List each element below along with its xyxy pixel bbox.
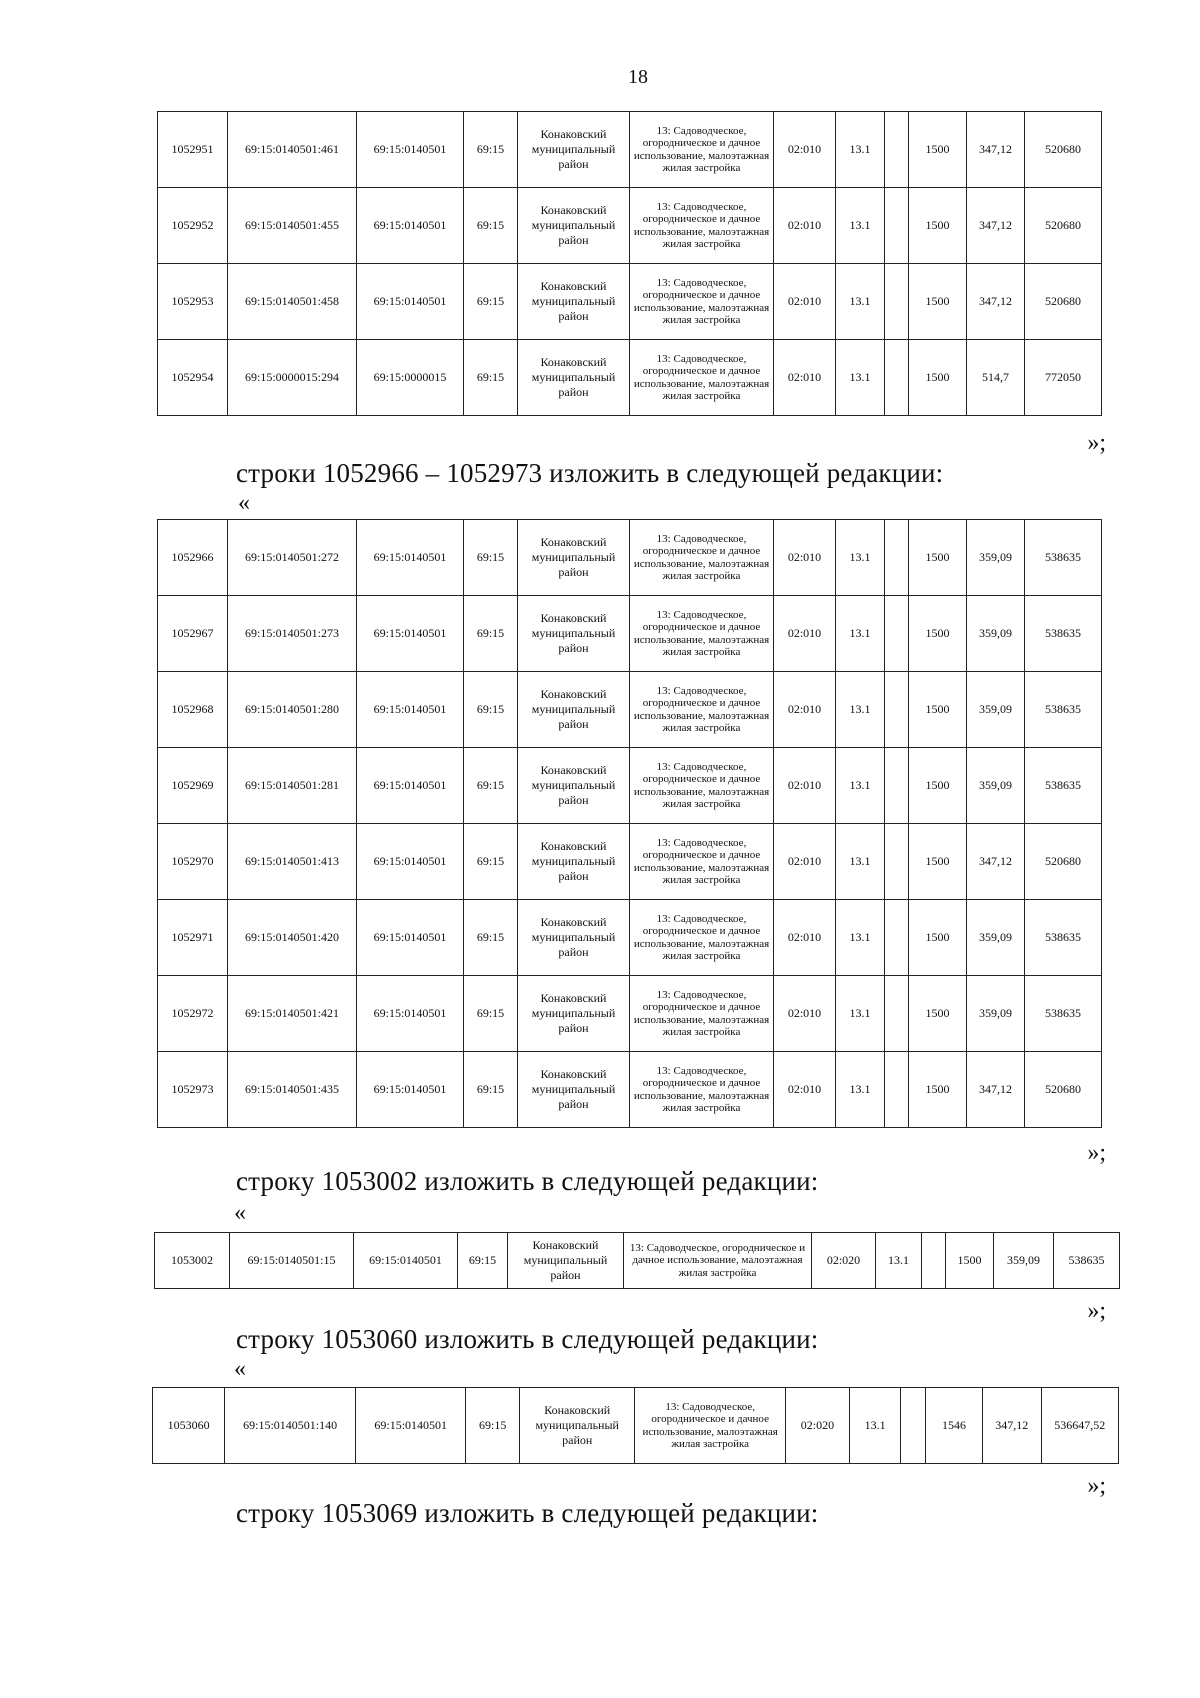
cadastral-value-cell: 538635 [1025, 672, 1102, 748]
land-use-cell: 13: Садоводческое, огородническое и дачное использование, малоэтажная жилая застройка [630, 112, 774, 188]
land-use-cell: 13: Садоводческое, огородническое и дачное использование, малоэтажная жилая застройка [630, 976, 774, 1052]
land-use-cell: 13: Садоводческое, огородническое и дачное использование, малоэтажная жилая застройка [630, 672, 774, 748]
table-row [158, 748, 1102, 824]
row-number-cell: 1052951 [158, 112, 228, 188]
group-cell: 13.1 [836, 900, 885, 976]
row-number-cell: 1052973 [158, 1052, 228, 1128]
table-row [158, 824, 1102, 900]
area-cell: 1500 [946, 1233, 994, 1289]
cadastral-value-cell: 538635 [1054, 1233, 1120, 1289]
area-cell: 1500 [909, 112, 967, 188]
empty-cell-cell [885, 824, 909, 900]
code-cell: 02:010 [774, 976, 836, 1052]
district-code-cell: 69:15 [458, 1233, 508, 1289]
cadastral-quarter-cell: 69:15:0140501 [357, 188, 464, 264]
district-code-cell: 69:15 [464, 672, 518, 748]
code-cell: 02:010 [774, 264, 836, 340]
section-heading: строку 1053060 изложить в следующей редакции: [236, 1324, 819, 1354]
rate-cell: 347,12 [967, 188, 1025, 264]
code-cell: 02:010 [774, 748, 836, 824]
land-use-cell: 13: Садоводческое, огородническое и дачное использование, малоэтажная жилая застройка [630, 264, 774, 340]
empty-cell-cell [885, 1052, 909, 1128]
group-cell: 13.1 [836, 520, 885, 596]
row-number-cell: 1052969 [158, 748, 228, 824]
code-cell: 02:010 [774, 520, 836, 596]
cadastral-quarter-cell: 69:15:0140501 [357, 976, 464, 1052]
cadastral-number-cell: 69:15:0140501:455 [228, 188, 357, 264]
rate-cell: 347,12 [982, 1388, 1041, 1464]
group-cell: 13.1 [836, 264, 885, 340]
land-use-cell: 13: Садоводческое, огородническое и дачное использование, малоэтажная жилая застройка [630, 824, 774, 900]
district-code-cell: 69:15 [464, 748, 518, 824]
table-row [155, 1233, 1120, 1289]
group-cell: 13.1 [836, 596, 885, 672]
district-name-cell: Конаковский муниципальный район [518, 976, 630, 1052]
rate-cell: 347,12 [967, 264, 1025, 340]
area-cell: 1500 [909, 188, 967, 264]
area-cell: 1500 [909, 340, 967, 416]
land-use-cell: 13: Садоводческое, огородническое и дачное использование, малоэтажная жилая застройка [630, 340, 774, 416]
code-cell: 02:010 [774, 672, 836, 748]
cadastral-quarter-cell: 69:15:0140501 [357, 1052, 464, 1128]
district-code-cell: 69:15 [464, 264, 518, 340]
table-row [158, 520, 1102, 596]
district-name-cell: Конаковский муниципальный район [518, 264, 630, 340]
land-use-cell: 13: Садоводческое, огородническое и дачное использование, малоэтажная жилая застройка [635, 1388, 786, 1464]
empty-cell-cell [901, 1388, 926, 1464]
district-code-cell: 69:15 [466, 1388, 520, 1464]
land-use-cell: 13: Садоводческое, огородническое и дачное использование, малоэтажная жилая застройка [630, 1052, 774, 1128]
cadastral-quarter-cell: 69:15:0140501 [357, 824, 464, 900]
cadastral-value-cell: 520680 [1025, 264, 1102, 340]
cadastral-number-cell: 69:15:0140501:413 [228, 824, 357, 900]
row-number-cell: 1053002 [155, 1233, 230, 1289]
group-cell: 13.1 [836, 748, 885, 824]
table-row [158, 976, 1102, 1052]
empty-cell-cell [885, 672, 909, 748]
code-cell: 02:010 [774, 900, 836, 976]
records-table [154, 1232, 1120, 1289]
district-name-cell: Конаковский муниципальный район [518, 340, 630, 416]
rate-cell: 359,09 [967, 596, 1025, 672]
district-name-cell: Конаковский муниципальный район [518, 1052, 630, 1128]
cadastral-number-cell: 69:15:0000015:294 [228, 340, 357, 416]
land-use-cell: 13: Садоводческое, огородническое и дачное использование, малоэтажная жилая застройка [630, 748, 774, 824]
group-cell: 13.1 [876, 1233, 922, 1289]
cadastral-quarter-cell: 69:15:0000015 [357, 340, 464, 416]
group-cell: 13.1 [836, 1052, 885, 1128]
cadastral-number-cell: 69:15:0140501:461 [228, 112, 357, 188]
section-heading: строки 1052966 – 1052973 изложить в следующей редакции: [236, 458, 944, 488]
cadastral-value-cell: 538635 [1025, 976, 1102, 1052]
cadastral-number-cell: 69:15:0140501:421 [228, 976, 357, 1052]
group-cell: 13.1 [836, 824, 885, 900]
code-cell: 02:010 [774, 1052, 836, 1128]
opening-quote: « [234, 1356, 246, 1382]
code-cell: 02:010 [774, 112, 836, 188]
empty-cell-cell [922, 1233, 946, 1289]
cadastral-number-cell: 69:15:0140501:420 [228, 900, 357, 976]
cadastral-number-cell: 69:15:0140501:435 [228, 1052, 357, 1128]
district-code-cell: 69:15 [464, 976, 518, 1052]
land-use-cell: 13: Садоводческое, огородническое и дачное использование, малоэтажная жилая застройка [630, 596, 774, 672]
group-cell: 13.1 [849, 1388, 901, 1464]
row-number-cell: 1053060 [153, 1388, 225, 1464]
code-cell: 02:010 [774, 596, 836, 672]
district-name-cell: Конаковский муниципальный район [518, 900, 630, 976]
rate-cell: 359,09 [967, 672, 1025, 748]
district-name-cell: Конаковский муниципальный район [518, 520, 630, 596]
opening-quote: « [234, 1200, 246, 1226]
cadastral-value-cell: 538635 [1025, 900, 1102, 976]
cadastral-number-cell: 69:15:0140501:458 [228, 264, 357, 340]
area-cell: 1500 [909, 520, 967, 596]
closing-quote: »; [1087, 430, 1106, 456]
closing-quote: »; [1087, 1473, 1106, 1499]
district-code-cell: 69:15 [464, 596, 518, 672]
land-use-cell: 13: Садоводческое, огородническое и дачное использование, малоэтажная жилая застройка [630, 188, 774, 264]
cadastral-quarter-cell: 69:15:0140501 [354, 1233, 458, 1289]
area-cell: 1546 [926, 1388, 983, 1464]
row-number-cell: 1052954 [158, 340, 228, 416]
rate-cell: 347,12 [967, 112, 1025, 188]
table-row [158, 188, 1102, 264]
cadastral-number-cell: 69:15:0140501:15 [230, 1233, 354, 1289]
area-cell: 1500 [909, 900, 967, 976]
area-cell: 1500 [909, 976, 967, 1052]
cadastral-quarter-cell: 69:15:0140501 [357, 672, 464, 748]
district-code-cell: 69:15 [464, 520, 518, 596]
district-name-cell: Конаковский муниципальный район [519, 1388, 634, 1464]
cadastral-number-cell: 69:15:0140501:281 [228, 748, 357, 824]
district-code-cell: 69:15 [464, 188, 518, 264]
cadastral-number-cell: 69:15:0140501:272 [228, 520, 357, 596]
cadastral-quarter-cell: 69:15:0140501 [357, 520, 464, 596]
district-code-cell: 69:15 [464, 112, 518, 188]
row-number-cell: 1052972 [158, 976, 228, 1052]
table-row [158, 672, 1102, 748]
cadastral-quarter-cell: 69:15:0140501 [357, 112, 464, 188]
cadastral-quarter-cell: 69:15:0140501 [357, 900, 464, 976]
code-cell: 02:010 [774, 188, 836, 264]
district-name-cell: Конаковский муниципальный район [518, 748, 630, 824]
closing-quote: »; [1087, 1298, 1106, 1324]
row-number-cell: 1052953 [158, 264, 228, 340]
row-number-cell: 1052966 [158, 520, 228, 596]
rate-cell: 347,12 [967, 1052, 1025, 1128]
cadastral-number-cell: 69:15:0140501:140 [225, 1388, 356, 1464]
page-number: 18 [628, 66, 648, 88]
district-code-cell: 69:15 [464, 900, 518, 976]
land-use-cell: 13: Садоводческое, огородническое и дачное использование, малоэтажная жилая застройка [630, 900, 774, 976]
table-row [158, 900, 1102, 976]
empty-cell-cell [885, 112, 909, 188]
cadastral-number-cell: 69:15:0140501:273 [228, 596, 357, 672]
rate-cell: 359,09 [994, 1233, 1054, 1289]
area-cell: 1500 [909, 672, 967, 748]
cadastral-quarter-cell: 69:15:0140501 [357, 748, 464, 824]
cadastral-value-cell: 520680 [1025, 1052, 1102, 1128]
cadastral-quarter-cell: 69:15:0140501 [356, 1388, 466, 1464]
records-table [157, 111, 1102, 416]
row-number-cell: 1052971 [158, 900, 228, 976]
empty-cell-cell [885, 520, 909, 596]
rate-cell: 359,09 [967, 748, 1025, 824]
empty-cell-cell [885, 748, 909, 824]
table-row [158, 112, 1102, 188]
row-number-cell: 1052952 [158, 188, 228, 264]
row-number-cell: 1052967 [158, 596, 228, 672]
land-use-cell: 13: Садоводческое, огородническое и дачное использование, малоэтажная жилая застройка [630, 520, 774, 596]
cadastral-value-cell: 520680 [1025, 112, 1102, 188]
empty-cell-cell [885, 340, 909, 416]
cadastral-number-cell: 69:15:0140501:280 [228, 672, 357, 748]
opening-quote: « [238, 490, 250, 516]
empty-cell-cell [885, 900, 909, 976]
code-cell: 02:020 [812, 1233, 876, 1289]
rate-cell: 359,09 [967, 976, 1025, 1052]
table-row [158, 596, 1102, 672]
cadastral-value-cell: 520680 [1025, 188, 1102, 264]
empty-cell-cell [885, 264, 909, 340]
empty-cell-cell [885, 976, 909, 1052]
area-cell: 1500 [909, 596, 967, 672]
section-heading: строку 1053002 изложить в следующей редакции: [236, 1166, 819, 1196]
area-cell: 1500 [909, 824, 967, 900]
district-name-cell: Конаковский муниципальный район [508, 1233, 624, 1289]
district-name-cell: Конаковский муниципальный район [518, 672, 630, 748]
rate-cell: 359,09 [967, 520, 1025, 596]
records-table [157, 519, 1102, 1128]
district-code-cell: 69:15 [464, 824, 518, 900]
cadastral-value-cell: 538635 [1025, 596, 1102, 672]
area-cell: 1500 [909, 264, 967, 340]
group-cell: 13.1 [836, 976, 885, 1052]
records-table [152, 1387, 1119, 1464]
empty-cell-cell [885, 596, 909, 672]
group-cell: 13.1 [836, 340, 885, 416]
district-code-cell: 69:15 [464, 1052, 518, 1128]
district-name-cell: Конаковский муниципальный район [518, 596, 630, 672]
table-row [158, 1052, 1102, 1128]
rate-cell: 347,12 [967, 824, 1025, 900]
empty-cell-cell [885, 188, 909, 264]
group-cell: 13.1 [836, 188, 885, 264]
code-cell: 02:010 [774, 340, 836, 416]
closing-quote: »; [1087, 1140, 1106, 1166]
group-cell: 13.1 [836, 672, 885, 748]
code-cell: 02:010 [774, 824, 836, 900]
section-heading: строку 1053069 изложить в следующей редакции: [236, 1498, 819, 1528]
cadastral-value-cell: 772050 [1025, 340, 1102, 416]
land-use-cell: 13: Садоводческое, огородническое и дачное использование, малоэтажная жилая застройка [624, 1233, 812, 1289]
area-cell: 1500 [909, 748, 967, 824]
table-row [158, 340, 1102, 416]
cadastral-value-cell: 538635 [1025, 520, 1102, 596]
cadastral-value-cell: 538635 [1025, 748, 1102, 824]
district-name-cell: Конаковский муниципальный район [518, 824, 630, 900]
cadastral-quarter-cell: 69:15:0140501 [357, 596, 464, 672]
district-name-cell: Конаковский муниципальный район [518, 112, 630, 188]
cadastral-value-cell: 520680 [1025, 824, 1102, 900]
row-number-cell: 1052970 [158, 824, 228, 900]
code-cell: 02:020 [785, 1388, 849, 1464]
rate-cell: 359,09 [967, 900, 1025, 976]
table-row [153, 1388, 1119, 1464]
district-code-cell: 69:15 [464, 340, 518, 416]
rate-cell: 514,7 [967, 340, 1025, 416]
district-name-cell: Конаковский муниципальный район [518, 188, 630, 264]
area-cell: 1500 [909, 1052, 967, 1128]
row-number-cell: 1052968 [158, 672, 228, 748]
table-row [158, 264, 1102, 340]
group-cell: 13.1 [836, 112, 885, 188]
cadastral-value-cell: 536647,52 [1041, 1388, 1118, 1464]
cadastral-quarter-cell: 69:15:0140501 [357, 264, 464, 340]
